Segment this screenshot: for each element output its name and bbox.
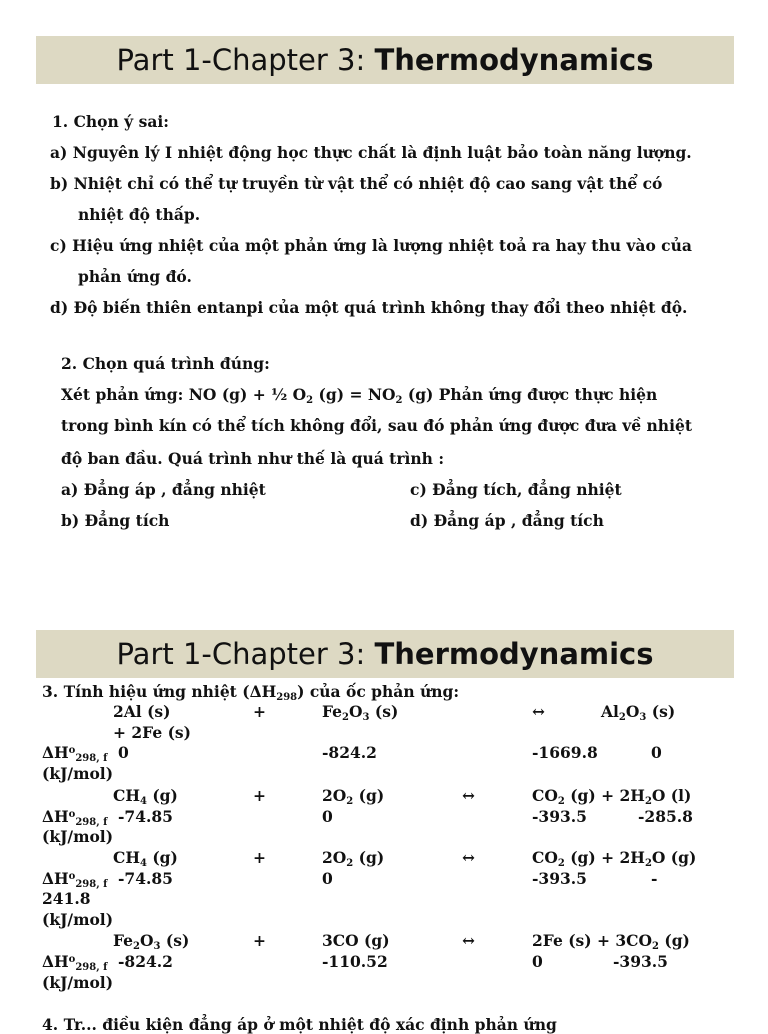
r3-value-4: - (651, 869, 658, 888)
q2-option-b: b) Đẳng tích (61, 511, 170, 530)
q2-option-a: a) Đẳng áp , đẳng nhiệt (61, 480, 266, 499)
r1-reactant-left: 2Al (s) (113, 702, 171, 721)
q1-option-b-line1: b) Nhiệt chỉ có thể tự truyền từ vật thể có nhiệt độ cao sang vật thể có (50, 174, 663, 193)
r3-dh-label: $\Delta H^o_{298, f}$ (42, 869, 108, 890)
r1-value-1: 0 (118, 743, 129, 762)
r4-product: 2Fe $(s) + 3CO_2$ (g) (532, 931, 690, 952)
r1-product-cont: + 2Fe (s) (113, 723, 191, 742)
r1-value-2: -824.2 (322, 743, 377, 762)
q2-text-line2: trong bình kín có thể tích không đổi, sau đó phản ứng được đưa về nhiệt (61, 416, 692, 435)
q1-option-c-line2: phản ứng đó. (78, 267, 192, 286)
q2-option-d: d) Đẳng áp , đẳng tích (410, 511, 604, 530)
r2-dh-label: $\Delta H^o_{298, f}$ (42, 807, 108, 828)
slide-title-bold: Thermodynamics (374, 637, 654, 671)
r2-value-2: 0 (322, 807, 333, 826)
q2-reaction-line: Xét phản ứng: NO (g) + ½ $O_2$ $(g) = NO_2$ (g) Phản ứng được thực hiện (61, 385, 658, 406)
r3-value-1: -74.85 (118, 869, 173, 888)
q4-partial-line: 4. Tr... điều kiện đẳng áp ở một nhiệt độ xác định phản ứng (42, 1015, 557, 1034)
q2-heading: 2. Chọn quá trình đúng: (61, 354, 270, 373)
slide-title-prefix: Part 1-Chapter 3: (116, 637, 366, 671)
slide-title-bold: Thermodynamics (374, 43, 654, 77)
q1-option-d: d) Độ biến thiên entanpi của một quá trình không thay đổi theo nhiệt độ. (50, 298, 688, 317)
r4-value-3: 0 (532, 952, 543, 971)
r3-value-4-cont: 241.8 (42, 889, 91, 908)
r3-value-3: -393.5 (532, 869, 587, 888)
q2-option-c: c) Đẳng tích, đẳng nhiệt (410, 480, 622, 499)
r2-plus: + (253, 786, 266, 805)
r2-reactant-left: $CH_4$ (g) (113, 786, 178, 807)
r1-arrow: ↔ (532, 702, 545, 721)
r3-unit: (kJ/mol) (42, 910, 114, 929)
r1-value-3: -1669.8 (532, 743, 598, 762)
q3-heading: 3. Tính hiệu ứng nhiệt $(\Delta H_{298})$ của ốc phản ứng: (42, 682, 460, 703)
r1-dh-label: $\Delta H^o_{298, f}$ (42, 743, 108, 764)
r2-value-3: -393.5 (532, 807, 587, 826)
r4-reactant-mid: 3CO (g) (322, 931, 390, 950)
r1-plus: + (253, 702, 266, 721)
r4-arrow: ↔ (462, 931, 475, 950)
r3-reactant-mid: $2O_2$ (g) (322, 848, 385, 869)
r4-unit: (kJ/mol) (42, 973, 114, 992)
r4-value-2: -110.52 (322, 952, 388, 971)
r1-unit: (kJ/mol) (42, 764, 114, 783)
q2-text-line3: độ ban đầu. Quá trình như thế là quá trình : (61, 449, 445, 468)
r4-plus: + (253, 931, 266, 950)
r4-value-1: -824.2 (118, 952, 173, 971)
r2-value-1: -74.85 (118, 807, 173, 826)
r3-arrow: ↔ (462, 848, 475, 867)
q1-heading: 1. Chọn ý sai: (52, 112, 169, 131)
r4-reactant-left: $Fe_2O_3$ (s) (113, 931, 190, 952)
r3-plus: + (253, 848, 266, 867)
r3-reactant-left: $CH_4$ (g) (113, 848, 178, 869)
slide-title-prefix: Part 1-Chapter 3: (116, 43, 366, 77)
q1-option-a: a) Nguyên lý I nhiệt động học thực chất là định luật bảo toàn năng lượng. (50, 143, 692, 162)
r1-product: $Al_2O_3$ (s) (601, 702, 676, 723)
q1-option-c-line1: c) Hiệu ứng nhiệt của một phản ứng là lượng nhiệt toả ra hay thu vào của (50, 236, 692, 255)
r2-reactant-mid: $2O_2$ (g) (322, 786, 385, 807)
slide-title (36, 630, 734, 678)
r2-product: $CO_2$ $(g) + 2H_2O$ (l) (532, 786, 692, 807)
r1-value-4: 0 (651, 743, 662, 762)
r4-value-4: -393.5 (613, 952, 668, 971)
r2-unit: (kJ/mol) (42, 827, 114, 846)
q1-option-b-line2: nhiệt độ thấp. (78, 205, 201, 224)
slide-title (36, 36, 734, 84)
r2-arrow: ↔ (462, 786, 475, 805)
r2-value-4: -285.8 (638, 807, 693, 826)
r3-product: $CO_2$ $(g) + 2H_2O$ (g) (532, 848, 697, 869)
r1-reactant-mid: $Fe_2O_3$ (s) (322, 702, 399, 723)
r4-dh-label: $\Delta H^o_{298, f}$ (42, 952, 108, 973)
r3-value-2: 0 (322, 869, 333, 888)
